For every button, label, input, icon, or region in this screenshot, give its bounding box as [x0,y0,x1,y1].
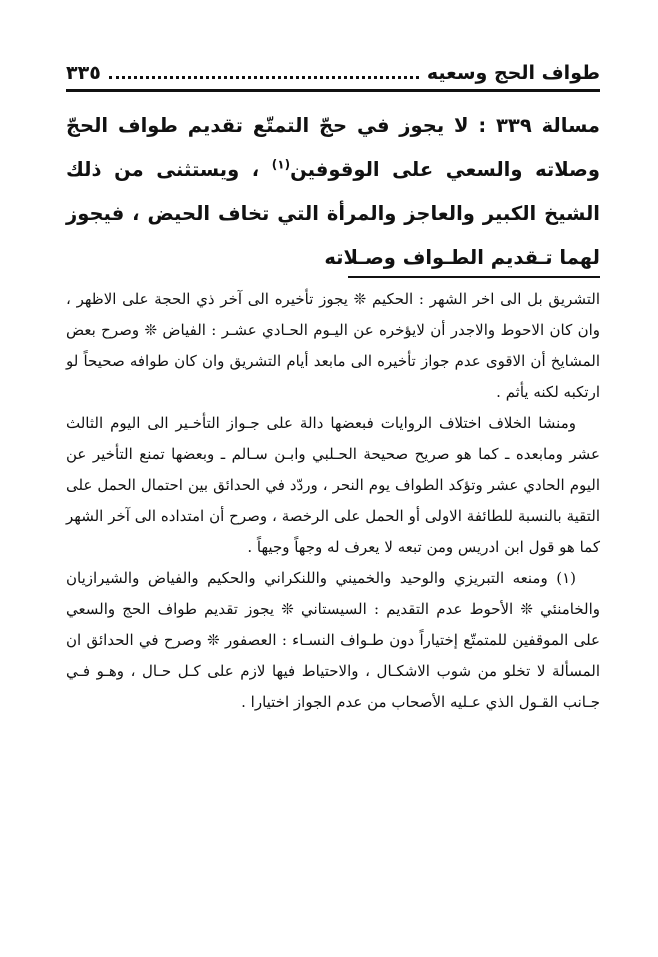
main-text-before-ref: لا يجوز في حجّ التمتّع تقديم طواف الحجّ وصلاته والسعي على الوقوفين [66,114,600,181]
footnote-continued-paragraph: التشريق بل الى اخر الشهر : الحكيم ❊ يجوز تأخيره الى آخر ذي الحجة على الاظهر ، وان كان الاحوط والاجدر أن لايؤخره عن اليـوم الحـادي عشـر : الفياض ❊ وصرح بعض المشايخ أن الاقوى عدم جواز تأخيره الى مابعد أيام التشريق وان كان طوافه صحيحاً لو ارتكبه لكنه يأثم . [66,290,600,401]
page-number: ٣٣٥ [66,62,101,84]
running-title: طواف الحج وسعيه [426,62,600,84]
leader-dots [109,76,419,79]
footnote-paragraph-2: ومنشا الخلاف اختلاف الروايات فبعضها دالة على جـواز التأخـير الى اليوم الثالث عشر ومابعده ـ كما هو صريح صحيحة الحـلبي وابـن سـالم ـ وبعضها تمنع التأخير عن اليوم الحادي عشر وتؤكد الطواف يوم النحر ، وردّد في الحدائق بين احتمال الحمل على التقية بالنسبة للطائفة الاولى أو الحمل على الرخصة ، وصرح أن امتداده الى آخر الشهر كما هو قول ابن ادريس ومن تبعه لا يعرف له وجهاً وجيهاً . [66,414,600,556]
footnote-1: (١) ومنعه التبريزي والوحيد والخميني واللنكراني والحكيم والفياض والشيرازيان والخامنئي ❊ الأحوط عدم التقديم : السيستاني ❊ يجوز تقديم طواف الحج والسعي على الموقفين للمتمتّع إختياراً دون طـواف النسـاء : العصفور ❊ وصرح في الحدائق ان المسألة لا تخلو من شوب الاشكـال ، والاحتياط فيها لازم على كـل حـال ، وهـو فـي جـانب القـول الذي عـليه الأصحاب من عدم الجواز اختيارا . [66,569,600,711]
footnote-separator [348,276,600,278]
main-text-after-ref: ، ويستثنى من ذلك الشيخ الكبير والعاجز والمرأة التي تخاف الحيض ، فيجوز لهما تـقديم الطـواف وصـلاته [66,158,600,269]
main-text [66,104,600,280]
issue-label: مسالة ٣٣٩ : [478,114,600,137]
header-rule [66,89,600,92]
footnote-ref: (١) [271,157,291,172]
running-header [66,58,600,88]
footnotes [66,284,600,718]
